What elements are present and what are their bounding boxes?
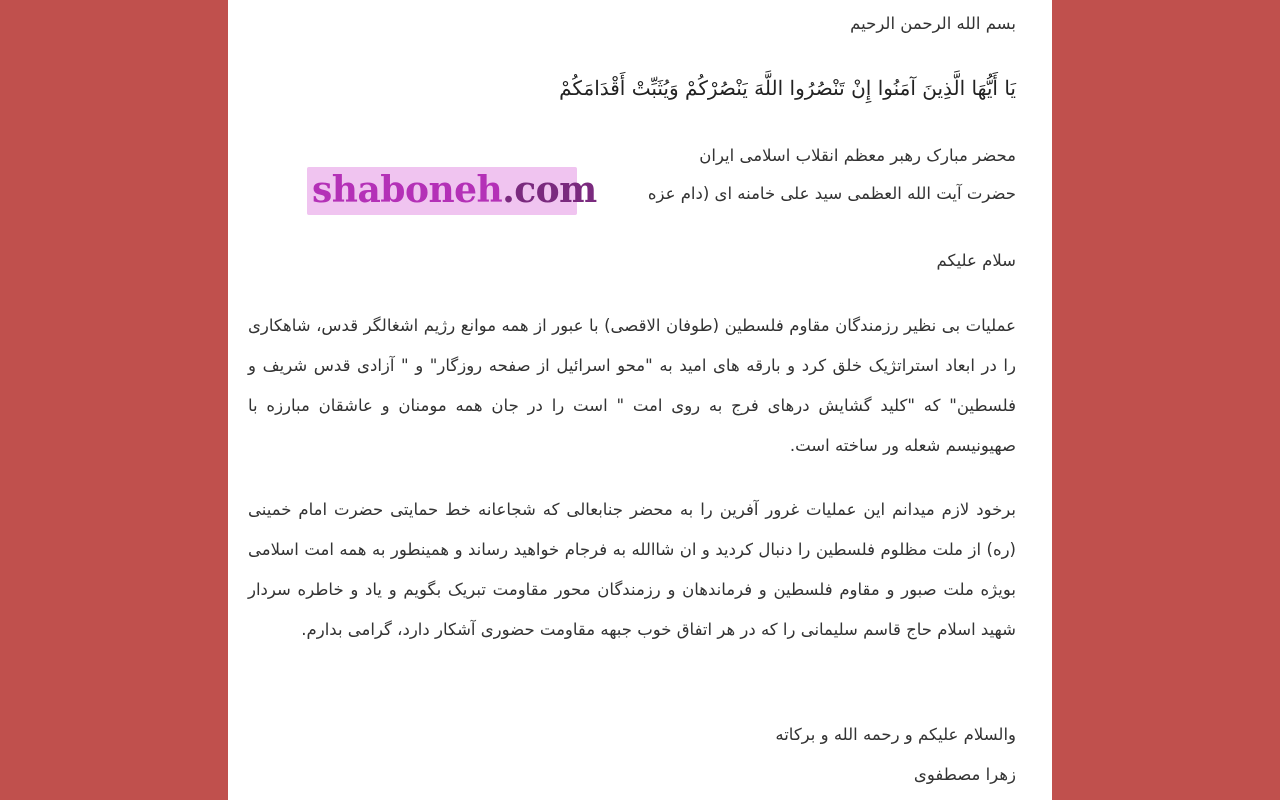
closing: والسلام علیکم و رحمه الله و برکاته [775, 725, 1016, 744]
addressee-line-2: حضرت آیت الله العظمی سید علی خامنه ای (دام عزه [647, 184, 1016, 203]
quran-verse: يَا أَيُّهَا الَّذِينَ آمَنُوا إِنْ تَنْصُرُوا اللَّهَ يَنْصُرْكُمْ وَيُثَبِّتْ أَقْدَامَكُمْ [559, 76, 1016, 100]
site-watermark [307, 167, 597, 215]
watermark-name: shaboneh [312, 169, 503, 211]
paragraph-1: عملیات بی نظیر رزمندگان مقاوم فلسطین (طوفان الاقصی) با عبور از همه موانع رژیم اشغالگر قدس، شاهکاری را در ابعاد استراتژیک خلق کرد و بارقه های امید به "محو اسرائیل از صفحه روزگار" و " آزادی قدس شریف و فلسطین" که "کلید گشایش درهای فرج به روی امت " است را در جان همه مومنان و عاشقان مبارزه با صهیونیسم شعله ور ساخته است. [248, 316, 1016, 455]
greeting: سلام علیکم [936, 251, 1016, 270]
basmala: بسم الله الرحمن الرحیم [850, 14, 1016, 33]
paragraph-2: برخود لازم میدانم این عملیات غرور آفرین را به محضر جنابعالی که شجاعانه خط حمایتی حضرت امام خمینی (ره) از ملت مظلوم فلسطین را دنبال کردید و ان شاالله به فرجام خواهید رساند و همینطور به همه امت اسلامی بویژه ملت صبور و مقاوم فلسطین و فرماندهان و رزمندگان محور مقاومت تبریک بگویم و یاد و خاطره سردار شهید اسلام حاج قاسم سلیمانی را که در هر اتفاق خوب جبهه مقاومت حضوری آشکار دارد، گرامی بدارم. [248, 500, 1016, 639]
signature: زهرا مصطفوی [913, 765, 1016, 784]
watermark-domain: .com [502, 169, 597, 211]
document-page [228, 0, 1052, 800]
addressee-line-1: محضر مبارک رهبر معظم انقلاب اسلامی ایران [699, 146, 1016, 165]
watermark-text [312, 169, 597, 211]
